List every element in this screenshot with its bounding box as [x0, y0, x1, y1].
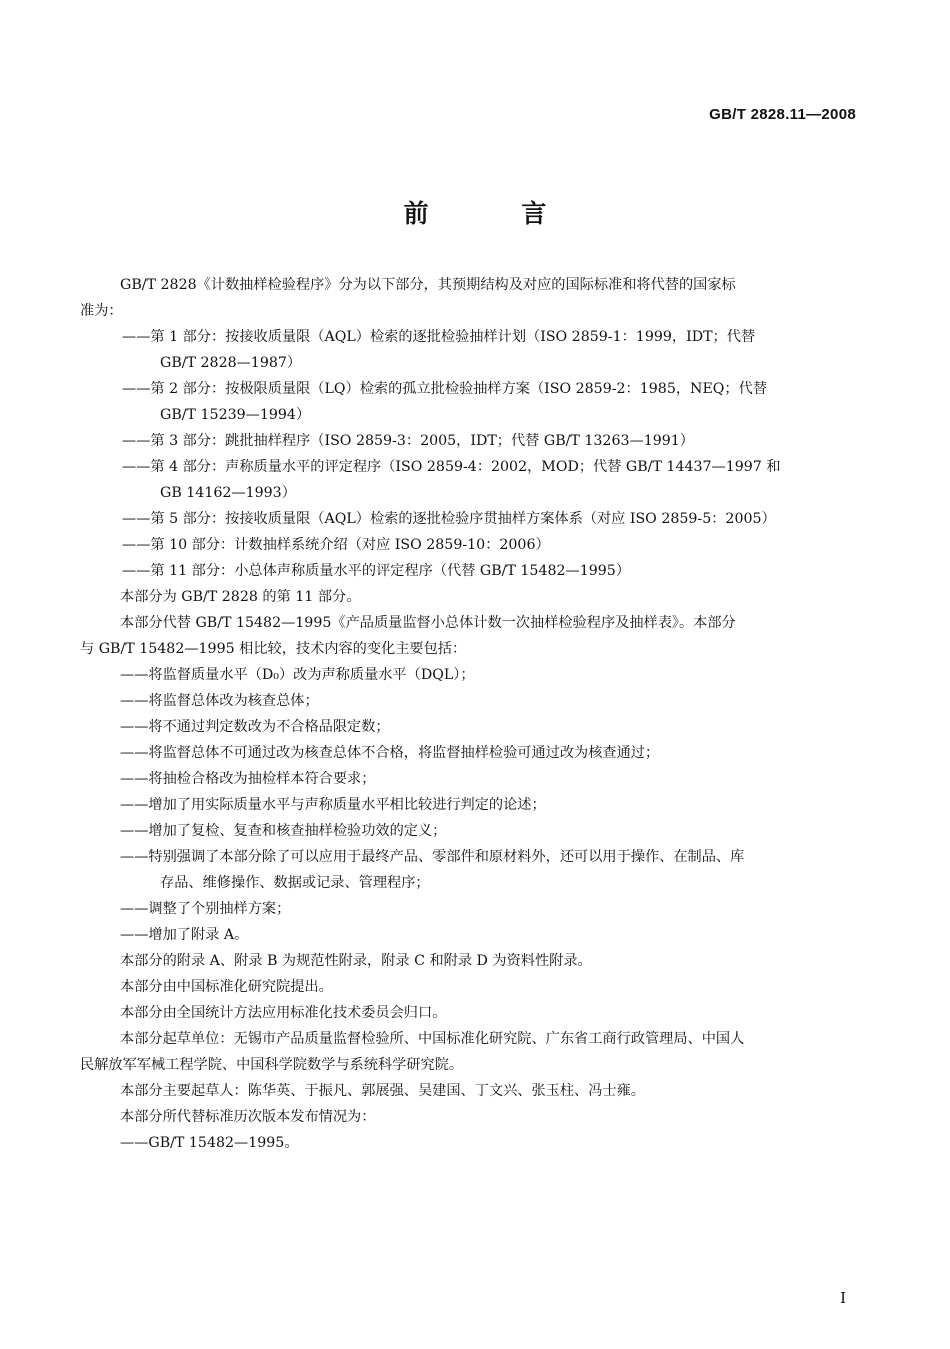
list-item-continuation: GB 14162—1993） [160, 485, 296, 501]
list-item: ——将不通过判定数改为不合格品限定数； [120, 719, 390, 735]
list-item: ——第 11 部分：小总体声称质量水平的评定程序（代替 GB/T 15482—1995） [122, 563, 631, 579]
paragraph-line: 准为： [80, 303, 123, 319]
paragraph-line: 民解放军军械工程学院、中国科学院数学与系统科学研究院。 [80, 1057, 464, 1073]
paragraph-line: 本部分为 GB/T 2828 的第 11 部分。 [120, 589, 361, 605]
list-item: ——第 10 部分：计数抽样系统介绍（对应 ISO 2859-10：2006） [122, 537, 550, 553]
paragraph-line: GB/T 2828《计数抽样检验程序》分为以下部分，其预期结构及对应的国际标准和将代替的国家标 [120, 277, 736, 293]
list-item: ——第 1 部分：按接收质量限（AQL）检索的逐批检验抽样计划（ISO 2859-1：1999，IDT；代替 [122, 329, 756, 345]
paragraph-line: 本部分主要起草人：陈华英、于振凡、郭展强、吴建国、丁文兴、张玉柱、冯士雍。 [120, 1083, 645, 1099]
standard-number: GB/T 2828.11—2008 [709, 106, 856, 123]
list-item: ——将抽检合格改为抽检样本符合要求； [120, 771, 376, 787]
list-item: ——增加了复检、复查和核查抽样检验功效的定义； [120, 823, 447, 839]
paragraph-line: 与 GB/T 15482—1995 相比较，技术内容的变化主要包括： [80, 641, 467, 657]
list-item: ——GB/T 15482—1995。 [120, 1135, 299, 1151]
list-item-continuation: GB/T 2828—1987） [160, 355, 302, 371]
paragraph-line: 本部分代替 GB/T 15482—1995《产品质量监督小总体计数一次抽样检验程序及抽样表》。本部分 [120, 615, 736, 631]
document-body [80, 272, 858, 1156]
paragraph-line: 本部分由中国标准化研究院提出。 [120, 979, 333, 995]
list-item: ——将监督质量水平（D₀）改为声称质量水平（DQL）； [120, 667, 475, 683]
list-item: ——将监督总体不可通过改为核查总体不合格，将监督抽样检验可通过改为核查通过； [120, 745, 660, 761]
page-number: I [840, 1289, 846, 1307]
list-item: ——第 4 部分：声称质量水平的评定程序（ISO 2859-4：2002，MOD；代替 GB/T 14437—1997 和 [122, 459, 781, 475]
list-item: ——增加了附录 A。 [120, 927, 249, 943]
list-item: ——第 2 部分：按极限质量限（LQ）检索的孤立批检验抽样方案（ISO 2859-2：1985，NEQ；代替 [122, 381, 767, 397]
list-item: ——特别强调了本部分除了可以应用于最终产品、零部件和原材料外，还可以用于操作、在制品、库 [120, 849, 745, 865]
paragraph-line: 本部分所代替标准历次版本发布情况为： [120, 1109, 376, 1125]
page-title: 前 言 [403, 199, 589, 228]
list-item: ——将监督总体改为核查总体； [120, 693, 319, 709]
list-item: ——增加了用实际质量水平与声称质量水平相比较进行判定的论述； [120, 797, 546, 813]
list-item-continuation: 存品、维修操作、数据或记录、管理程序； [160, 875, 430, 891]
list-item: ——第 5 部分：按接收质量限（AQL）检索的逐批检验序贯抽样方案体系（对应 ISO 2859-5：2005） [122, 511, 776, 527]
paragraph-line: 本部分起草单位：无锡市产品质量监督检验所、中国标准化研究院、广东省工商行政管理局、中国人 [120, 1031, 745, 1047]
paragraph-line: 本部分由全国统计方法应用标准化技术委员会归口。 [120, 1005, 447, 1021]
list-item-continuation: GB/T 15239—1994） [160, 407, 311, 423]
list-item: ——第 3 部分：跳批抽样程序（ISO 2859-3：2005，IDT；代替 GB/T 13263—1991） [122, 433, 694, 449]
paragraph-line: 本部分的附录 A、附录 B 为规范性附录，附录 C 和附录 D 为资料性附录。 [120, 953, 592, 969]
list-item: ——调整了个别抽样方案； [120, 901, 291, 917]
